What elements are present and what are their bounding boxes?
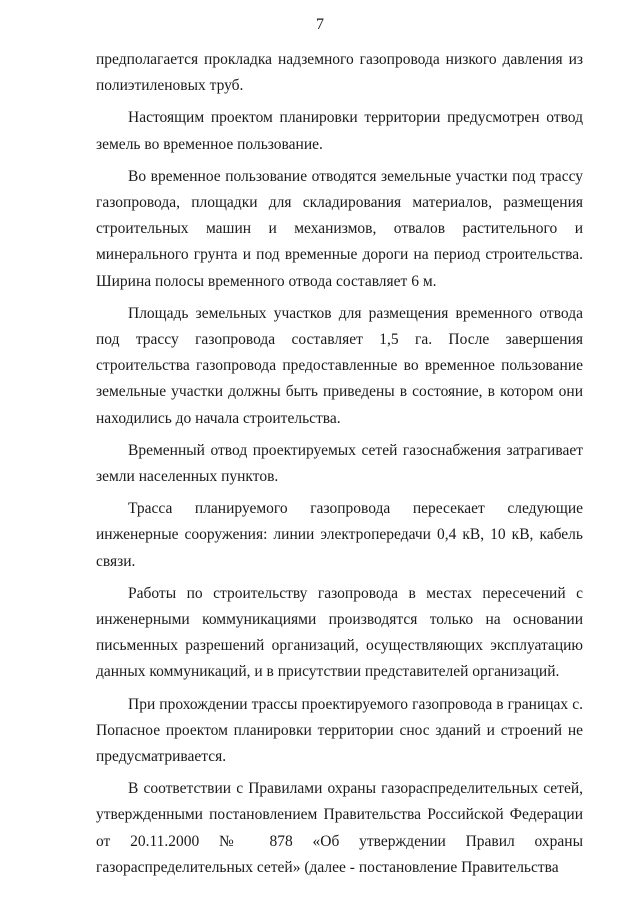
paragraph-settlement-lands: Временный отвод проектируемых сетей газоснабжения затрагивает земли населенных пунктов. xyxy=(96,441,583,486)
paragraph-demolition: При прохождении трассы проектируемого газопровода в границах с. Попасное проектом планировки территории снос зданий и строений не предусматривается. xyxy=(96,695,583,766)
paragraph-land-allocation: Настоящим проектом планировки территории предусмотрен отвод земель во временное пользование. xyxy=(96,109,583,153)
paragraph-crossings: Трасса планируемого газопровода пересекает следующие инженерные сооружения: линии электропередачи 0,4 кВ, 10 кВ, кабель связи. xyxy=(96,500,583,570)
paragraph-area: Площадь земельных участков для размещения временного отвода под трассу газопровода составляет 1,5 га. После завершения строительства газопровода предоставленные во временное пользование земельные участки должны быть приведены в состояние, в котором они находились до начала строительства. xyxy=(96,304,583,427)
paragraph-regulations: В соответствии с Правилами охраны газораспределительных сетей, утвержденными постановлением Правительства Российской Федерации от 20.11.2000 № 878 «Об утверждении Правил охраны газораспределительных сетей» (далее - постановление Правительства xyxy=(96,780,583,876)
paragraph-temporary-use: Во временное пользование отводятся земельные участки под трассу газопровода, площадки для складирования материалов, размещения строительных машин и механизмов, отвалов растительного и минерального грунта и под временные дороги на период строительства. Ширина полосы временного отвода составляет 6 м. xyxy=(96,167,583,290)
body-text xyxy=(96,47,583,887)
page-number: 7 xyxy=(316,16,324,33)
paragraph-continuation: предполагается прокладка надземного газопровода низкого давления из полиэтиленовых труб. xyxy=(96,51,583,95)
paragraph-works: Работы по строительству газопровода в местах пересечений с инженерными коммуникациями производятся только на основании письменных разрешений организаций, осуществляющих эксплуатацию данных коммуникаций, и в присутствии представителей организаций. xyxy=(96,584,583,681)
